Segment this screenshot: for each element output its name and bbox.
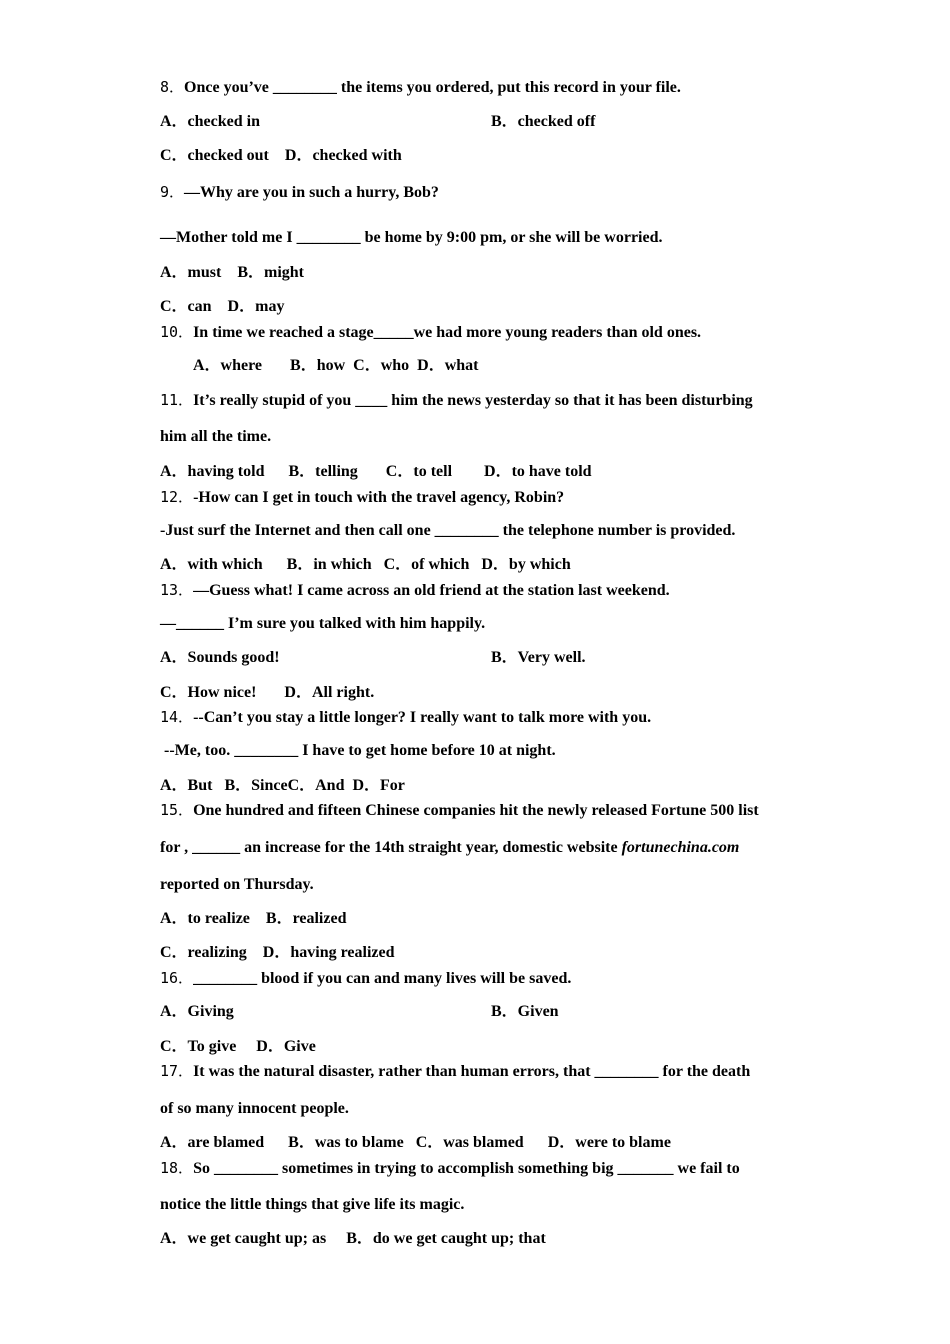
option-a: A．Sounds good!: [160, 649, 280, 666]
question-text: ________ blood if you can and many lives will be saved.: [193, 970, 572, 987]
options-c-d: C．realizing D．having realized: [160, 944, 395, 961]
question-8-stem: [160, 77, 681, 98]
question-15-line3: reported on Thursday.: [160, 876, 314, 893]
question-15-stem: [160, 800, 759, 821]
question-text: —Why are you in such a hurry, Bob?: [184, 184, 439, 201]
question-text: In time we reached a stage_____we had more young readers than old ones.: [193, 324, 702, 341]
question-number: 17．: [160, 1062, 194, 1080]
option-a: A．Giving: [160, 1003, 234, 1020]
question-12-stem: [160, 487, 564, 508]
website-name: fortunechina.com: [621, 839, 740, 856]
question-18-line2: notice the little things that give life its magic.: [160, 1196, 465, 1213]
question-text: —Guess what! I came across an old friend at the station last weekend.: [193, 582, 670, 599]
question-number: 9．: [160, 183, 185, 201]
options: A．But B．SinceC．And D．For: [160, 777, 405, 794]
options: A．are blamed B．was to blame C．was blamed D．were to blame: [160, 1134, 671, 1151]
question-number: 10．: [160, 323, 194, 341]
option-b: B．checked off: [491, 113, 596, 130]
options-c-d: C．How nice! D．All right.: [160, 684, 375, 701]
options: A．where B．how C．who D．what: [193, 357, 479, 374]
question-number: 13．: [160, 581, 194, 599]
question-text: One hundred and fifteen Chinese companies hit the newly released Fortune 500 list: [193, 802, 759, 819]
question-number: 15．: [160, 801, 194, 819]
option-a: A．checked in: [160, 113, 261, 130]
options-c-d: C．checked out D．checked with: [160, 147, 402, 164]
question-text: So ________ sometimes in trying to accomplish something big _______ we fail to: [193, 1160, 740, 1177]
question-14-line2: --Me, too. ________ I have to get home before 10 at night.: [160, 742, 556, 759]
options-a-b: A．must B．might: [160, 264, 305, 281]
question-17-line2: of so many innocent people.: [160, 1100, 349, 1117]
option-b: B．Very well.: [491, 649, 586, 666]
question-14-stem: [160, 707, 651, 728]
question-17-stem: [160, 1061, 750, 1082]
question-11-stem: [160, 390, 753, 411]
option-b: B．Given: [491, 1003, 559, 1020]
question-13-stem: [160, 580, 670, 601]
question-10-stem: [160, 322, 701, 343]
question-text: --Can’t you stay a little longer? I really want to talk more with you.: [193, 709, 652, 726]
options-c-d: C．To give D．Give: [160, 1038, 316, 1055]
question-18-stem: [160, 1158, 740, 1179]
question-number: 12．: [160, 488, 194, 506]
question-text: -How can I get in touch with the travel agency, Robin?: [193, 489, 565, 506]
options: A．having told B．telling C．to tell D．to have told: [160, 463, 592, 480]
question-15-line2: [160, 838, 739, 858]
options-a-b: A．we get caught up; as B．do we get caught up; that: [160, 1230, 546, 1247]
question-number: 16．: [160, 969, 194, 987]
options-a-b: A．to realize B．realized: [160, 910, 347, 927]
question-number: 14．: [160, 708, 194, 726]
question-11-line2: him all the time.: [160, 428, 272, 445]
question-text: It’s really stupid of you ____ him the news yesterday so that it has been disturbing: [193, 392, 753, 409]
question-text: It was the natural disaster, rather than human errors, that ________ for the death: [193, 1063, 751, 1080]
question-16-stem: [160, 968, 571, 989]
question-number: 11．: [160, 391, 194, 409]
question-number: 8．: [160, 78, 185, 96]
question-text: Once you’ve ________ the items you ordered, put this record in your file.: [184, 79, 681, 96]
question-9-line2: —Mother told me I ________ be home by 9:00 pm, or she will be worried.: [160, 229, 663, 246]
options-c-d: C．can D．may: [160, 298, 285, 315]
question-number: 18．: [160, 1159, 194, 1177]
question-12-line2: -Just surf the Internet and then call one ________ the telephone number is provided.: [160, 522, 736, 539]
question-9-stem: [160, 182, 439, 203]
options: A．with which B．in which C．of which D．by which: [160, 556, 571, 573]
question-13-line2: —______ I’m sure you talked with him happily.: [160, 615, 486, 632]
line-text: for , ______ an increase for the 14th straight year, domestic website: [160, 839, 622, 856]
